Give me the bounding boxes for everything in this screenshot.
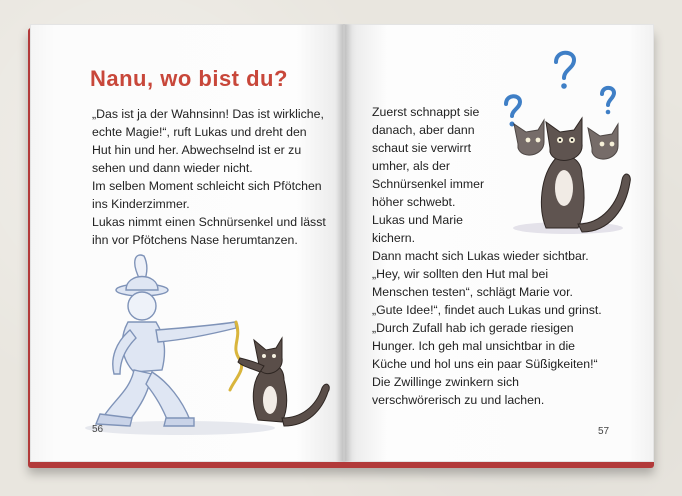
text-line: Menschen testen“, schlägt Marie vor. (372, 285, 573, 299)
text-line: „Das ist ja der Wahnsinn! Das ist wirkliche, (92, 107, 324, 121)
text-line: Zuerst schnappt sie (372, 105, 480, 119)
text-line: Hunger. Ich geh mal unsichtbar in die (372, 339, 576, 353)
text-line: Die Zwillinge zwinkern sich (372, 375, 519, 389)
text-line: „Hey, wir sollten den Hut mal bei (372, 267, 549, 281)
text-line: schaut sie verwirrt (372, 141, 472, 155)
text-line: höher schwebt. (372, 195, 456, 209)
text-line: „Gute Idee!“, findet auch Lukas und grinst. (372, 303, 602, 317)
confused-cat-icon (498, 48, 648, 238)
text-line: sehen und dann wieder nicht. (92, 161, 253, 175)
text-line: „Durch Zufall hab ich gerade riesigen (372, 321, 574, 335)
text-line: echte Magie!“, ruft Lukas und dreht den (92, 125, 307, 139)
open-book (24, 24, 658, 468)
text-line: danach, aber dann (372, 123, 475, 137)
text-line: umher, als der (372, 159, 450, 173)
book-spine (336, 24, 352, 462)
right-page (344, 24, 654, 462)
text-line: Hut hin und her. Abwechselnd ist er zu (92, 143, 302, 157)
text-line: kichern. (372, 231, 416, 245)
text-line: ins Kinderzimmer. (92, 197, 190, 211)
text-line: ihn vor Pfötchens Nase herumtanzen. (92, 233, 298, 247)
text-line: verschwörerisch zu und lachen. (372, 393, 545, 407)
chapter-title: Nanu, wo bist du? (90, 66, 288, 91)
text-line: Schnürsenkel immer (372, 177, 485, 191)
text-line: Lukas und Marie (372, 213, 463, 227)
left-page (30, 24, 344, 462)
text-line: Küche und hol uns ein paar Süßigkeiten!“ (372, 357, 598, 371)
text-line: Dann macht sich Lukas wieder sichtbar. (372, 249, 589, 263)
page-number-right: 57 (598, 426, 610, 437)
left-page-text (92, 105, 332, 249)
text-line: Lukas nimmt einen Schnürsenkel und lässt (92, 215, 326, 229)
page-number-left: 56 (92, 424, 104, 435)
boy-with-cat-icon (70, 250, 340, 440)
text-line: Im selben Moment schleicht sich Pfötchen (92, 179, 322, 193)
